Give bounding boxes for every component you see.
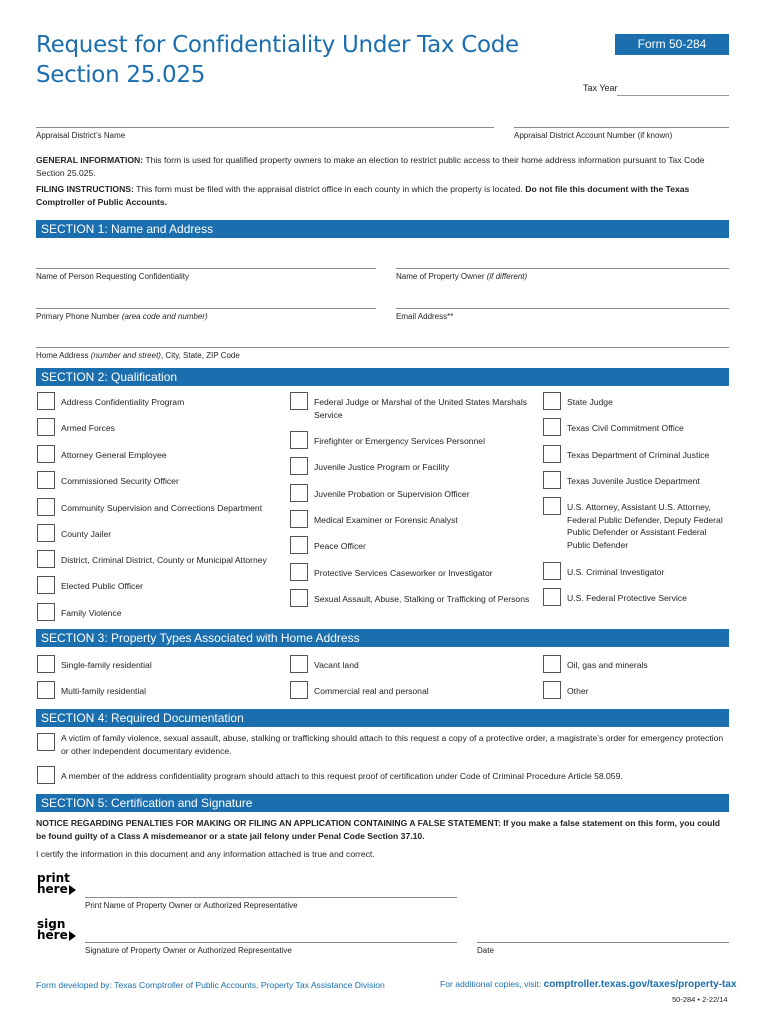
label-single-family: Single-family residential [61, 660, 152, 670]
owner-name-field[interactable] [396, 268, 729, 269]
phone-note: (area code and number) [121, 312, 208, 321]
label-federal-judge: Federal Judge or Marshal of the United States Marshals Service [314, 397, 528, 420]
filing-instructions-text: This form must be filed with the appraisal district office in each county in which the property is located. [133, 184, 526, 194]
label-juvenile-justice: Juvenile Justice Program or Facility [314, 462, 450, 472]
label-other: Other [567, 686, 589, 696]
checkbox-us-attorney[interactable] [543, 497, 561, 515]
checkbox-state-judge[interactable] [543, 392, 561, 410]
label-medical-examiner: Medical Examiner or Forensic Analyst [314, 515, 458, 525]
print-here-row [37, 884, 76, 895]
label-civil-commitment: Texas Civil Commitment Office [567, 423, 684, 433]
penalty-notice: NOTICE REGARDING PENALTIES FOR MAKING OR FILING AN APPLICATION CONTAINING A FALSE STATEMENT: If you make a false statement on this form, you could be found guilty of a Class A misdemeanor or a state jail felony under Penal Code Section 37.10. [36, 818, 721, 841]
label-criminal-investigator: U.S. Criminal Investigator [567, 567, 665, 577]
label-juvenile-justice-dept: Texas Juvenile Justice Department [567, 476, 700, 486]
checkbox-community-supervision[interactable] [37, 498, 55, 516]
print-here-icon [37, 873, 76, 895]
checkbox-civil-commitment[interactable] [543, 418, 561, 436]
page-title [36, 30, 519, 90]
general-information-heading: GENERAL INFORMATION: [36, 155, 144, 165]
checkbox-criminal-investigator[interactable] [543, 562, 561, 580]
general-information [36, 154, 730, 180]
checkbox-attorney-general[interactable] [37, 445, 55, 463]
label-criminal-justice: Texas Department of Criminal Justice [567, 450, 710, 460]
checkbox-district-attorney[interactable] [37, 550, 55, 568]
requester-name-field[interactable] [36, 268, 376, 269]
certification-statement: I certify the information in this document and any information attached is true and correct. [36, 849, 375, 859]
footer-developer: Form developed by: Texas Comptroller of Public Accounts, Property Tax Assistance Division [36, 980, 385, 990]
checkbox-elected-officer[interactable] [37, 576, 55, 594]
label-family-violence: Family Violence [61, 608, 122, 618]
checkbox-federal-protective[interactable] [543, 588, 561, 606]
sign-arrow-icon [69, 931, 76, 941]
checkbox-peace-officer[interactable] [290, 536, 308, 554]
section-5-header: SECTION 5: Certification and Signature [36, 794, 729, 812]
home-address-label [36, 351, 240, 360]
label-vacant-land: Vacant land [314, 660, 359, 670]
section-2-header: SECTION 2: Qualification [36, 368, 729, 386]
checkbox-commercial[interactable] [290, 681, 308, 699]
checkbox-sexual-assault[interactable] [290, 589, 308, 607]
footer-copies [440, 979, 737, 990]
label-firefighter: Firefighter or Emergency Services Personnel [314, 436, 485, 446]
checkbox-address-confidentiality[interactable] [37, 392, 55, 410]
sign-here-word-1: sign [37, 917, 66, 931]
phone-field[interactable] [36, 308, 376, 309]
label-us-attorney: U.S. Attorney, Assistant U.S. Attorney, Federal Public Defender, Deputy Federal Public Defender or Assistant Federal Public Defender [567, 502, 723, 550]
label-protective-services: Protective Services Caseworker or Investigator [314, 568, 493, 578]
checkbox-multi-family[interactable] [37, 681, 55, 699]
title-line-2: Section 25.025 [36, 62, 206, 88]
label-elected-officer: Elected Public Officer [61, 581, 143, 591]
label-protective-order: A victim of family violence, sexual assault, abuse, stalking or trafficking should attach to this request a copy of a protective order, a magistrate’s order for emergency protection or other independent documentary evidence. [61, 733, 724, 756]
label-state-judge: State Judge [567, 397, 613, 407]
label-security-officer: Commissioned Security Officer [61, 476, 179, 486]
checkbox-other[interactable] [543, 681, 561, 699]
print-here-word-1: print [37, 871, 70, 885]
filing-instructions-heading: FILING INSTRUCTIONS: [36, 184, 134, 194]
checkbox-family-violence[interactable] [37, 603, 55, 621]
checkbox-security-officer[interactable] [37, 471, 55, 489]
phone-label [36, 312, 208, 321]
owner-name-label [396, 272, 527, 281]
checkbox-medical-examiner[interactable] [290, 510, 308, 528]
filing-instructions [36, 183, 730, 209]
filing-instructions-warning: Do not file this document with the Texas Comptroller of Public Accounts. [36, 184, 690, 207]
date-label: Date [477, 946, 494, 955]
general-information-text: This form is used for qualified property owners to make an election to restrict public access to their home address information pursuant to Tax Code Section 25.025. [36, 155, 705, 178]
checkbox-criminal-justice[interactable] [543, 445, 561, 463]
checkbox-acp-certification[interactable] [37, 766, 55, 784]
email-label: Email Address** [396, 312, 454, 321]
checkbox-protective-services[interactable] [290, 563, 308, 581]
checkbox-federal-judge[interactable] [290, 392, 308, 410]
checkbox-oil-gas[interactable] [543, 655, 561, 673]
phone-label-text: Primary Phone Number [36, 312, 120, 321]
checkbox-single-family[interactable] [37, 655, 55, 673]
section-4-header: SECTION 4: Required Documentation [36, 709, 729, 727]
label-county-jailer: County Jailer [61, 529, 112, 539]
label-community-supervision: Community Supervision and Corrections Department [61, 503, 263, 513]
label-district-attorney: District, Criminal District, County or Municipal Attorney [61, 555, 267, 565]
label-peace-officer: Peace Officer [314, 541, 366, 551]
footer-copies-prefix: For additional copies, visit: [440, 979, 544, 989]
checkbox-juvenile-probation[interactable] [290, 484, 308, 502]
print-name-field[interactable] [85, 897, 457, 898]
sign-here-row [37, 930, 76, 941]
label-acp-certification: A member of the address confidentiality program should attach to this request proof of certification under Code of Criminal Procedure Article 58.059. [61, 771, 623, 781]
print-arrow-icon [69, 885, 76, 895]
requester-name-label: Name of Person Requesting Confidentiality [36, 272, 189, 281]
title-line-1: Request for Confidentiality Under Tax Code [36, 32, 519, 58]
checkbox-armed-forces[interactable] [37, 418, 55, 436]
signature-field[interactable] [85, 942, 457, 943]
owner-name-note: (if different) [486, 272, 528, 281]
label-juvenile-probation: Juvenile Probation or Supervision Officer [314, 489, 470, 499]
print-name-label: Print Name of Property Owner or Authorized Representative [85, 901, 298, 910]
label-armed-forces: Armed Forces [61, 423, 115, 433]
section-1-header: SECTION 1: Name and Address [36, 220, 729, 238]
form-number-badge: Form 50-284 [615, 34, 729, 55]
footer-form-code: 50-284 • 2-22/14 [672, 995, 728, 1004]
checkbox-vacant-land[interactable] [290, 655, 308, 673]
print-here-word-2: here [37, 882, 68, 896]
label-commercial: Commercial real and personal [314, 686, 429, 696]
home-address-note: (number and street) [90, 351, 161, 360]
checkbox-juvenile-justice[interactable] [290, 457, 308, 475]
tax-year-label: Tax Year [583, 83, 618, 93]
sign-here-word-2: here [37, 928, 68, 942]
district-name-field[interactable] [36, 127, 494, 128]
label-attorney-general: Attorney General Employee [61, 450, 167, 460]
label-federal-protective: U.S. Federal Protective Service [567, 593, 687, 603]
checkbox-county-jailer[interactable] [37, 524, 55, 542]
date-field[interactable] [477, 942, 729, 943]
home-address-field[interactable] [36, 347, 729, 348]
section-3-header: SECTION 3: Property Types Associated with Home Address [36, 629, 729, 647]
account-number-label: Appraisal District Account Number (if known) [514, 131, 673, 140]
footer-copies-link[interactable]: comptroller.texas.gov/taxes/property-tax [543, 979, 737, 990]
owner-name-label-text: Name of Property Owner [396, 272, 485, 281]
label-sexual-assault: Sexual Assault, Abuse, Stalking or Trafficking of Persons [314, 594, 530, 604]
label-address-confidentiality: Address Confidentiality Program [61, 397, 185, 407]
checkbox-firefighter[interactable] [290, 431, 308, 449]
home-address-label-rest: , City, State, ZIP Code [160, 351, 240, 360]
signature-label: Signature of Property Owner or Authorized Representative [85, 946, 292, 955]
email-field[interactable] [396, 308, 729, 309]
district-name-label: Appraisal District’s Name [36, 131, 126, 140]
sign-here-icon [37, 919, 76, 941]
checkbox-protective-order[interactable] [37, 733, 55, 751]
home-address-label-text: Home Address [36, 351, 89, 360]
account-number-field[interactable] [514, 127, 729, 128]
label-oil-gas: Oil, gas and minerals [567, 660, 648, 670]
label-multi-family: Multi-family residential [61, 686, 147, 696]
checkbox-juvenile-justice-dept[interactable] [543, 471, 561, 489]
tax-year-field[interactable] [617, 95, 729, 96]
